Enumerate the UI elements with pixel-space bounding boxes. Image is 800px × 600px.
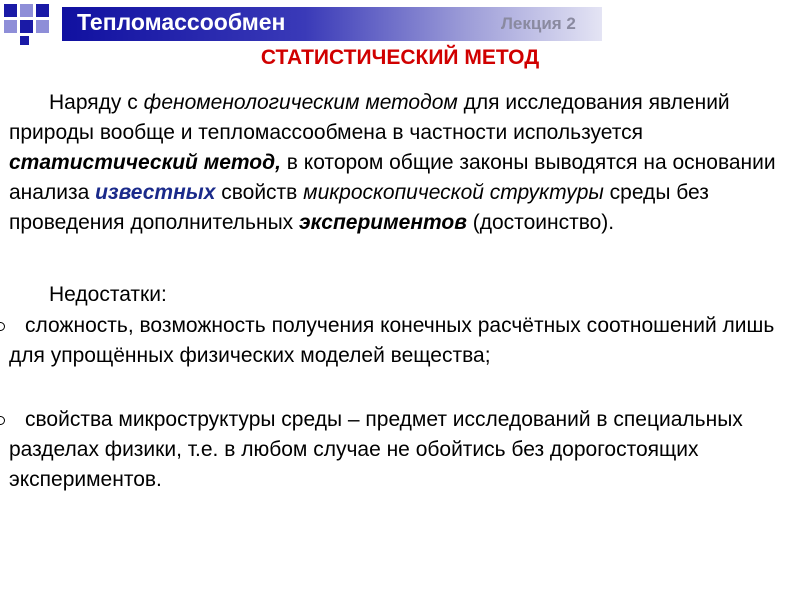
text-segment: (достоинство). [466, 211, 615, 234]
text-segment-bold-italic: статистический метод, [9, 151, 281, 174]
decor-square [4, 4, 17, 17]
slide-title: СТАТИСТИЧЕСКИЙ МЕТОД [260, 46, 540, 69]
bullet-icon [0, 322, 5, 331]
decor-square [20, 20, 33, 33]
list-item [9, 311, 794, 371]
decor-square [20, 4, 33, 17]
bullet-text: сложность, возможность получения конечных расчётных соотношений лишь для упрощённых физических моделей вещества; [9, 314, 775, 367]
text-segment: Наряду с [49, 91, 144, 114]
decor-square [4, 20, 17, 33]
text-segment-bold-italic: экспериментов [299, 211, 467, 234]
main-paragraph [9, 88, 799, 238]
lecture-number: Лекция 2 [501, 14, 576, 33]
disadvantages-label: Недостатки: [49, 283, 167, 306]
decor-square [36, 20, 49, 33]
text-segment: свойств [215, 181, 304, 204]
corner-decoration [0, 0, 62, 46]
bullet-icon [0, 416, 5, 425]
bullet-text: свойства микроструктуры среды – предмет исследований в специальных разделах физики, т.е. в любом случае не обойтись без дорогостоящих экспериментов. [9, 408, 743, 491]
text-segment-emphasis: известных [95, 181, 216, 204]
decor-square [36, 4, 49, 17]
text-segment: в котором общие законы выводятся на основании анализа [9, 151, 776, 204]
disadvantages-heading [9, 280, 799, 310]
text-segment: среды без проведения дополнительных [9, 181, 709, 234]
decor-square [20, 36, 29, 45]
course-title: Тепломассообмен [77, 9, 286, 35]
text-segment-italic: феноменологическим методом [143, 91, 458, 114]
list-item [9, 405, 794, 495]
text-segment: для исследования явлений природы вообще и тепломассообмена в частности используется [9, 91, 730, 144]
text-segment-italic: микроскопической структуры [303, 181, 604, 204]
